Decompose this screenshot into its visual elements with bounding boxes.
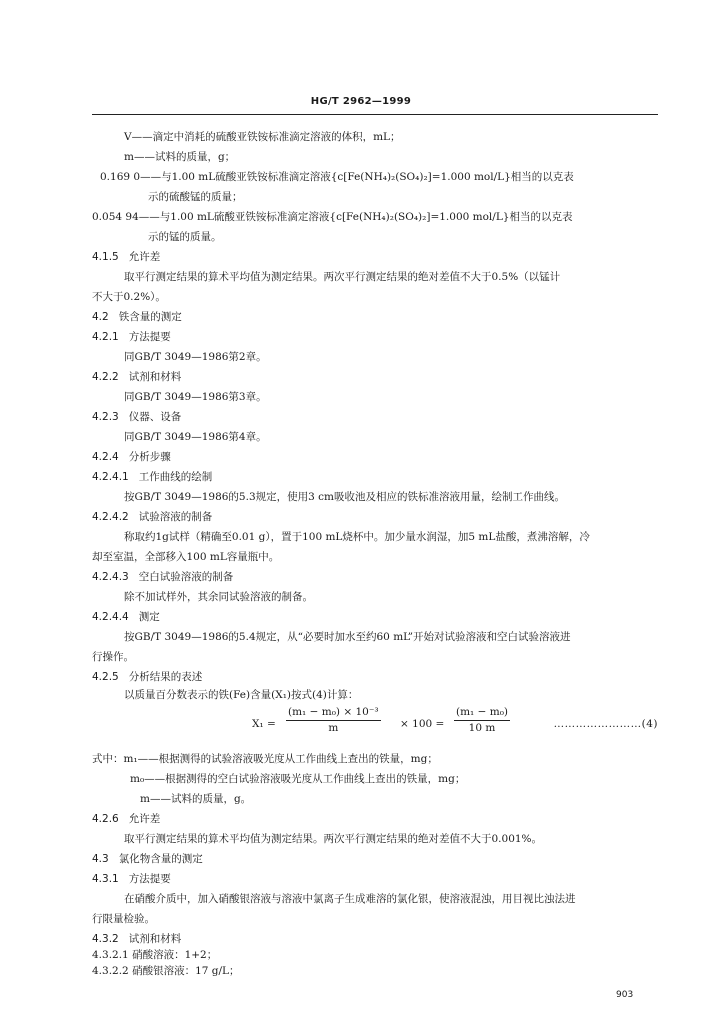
where-m0: m₀——根据测得的空白试验溶液吸光度从工作曲线上查出的铁量，mg； (130, 773, 466, 785)
paragraph: 行限量检验。 (92, 913, 155, 925)
paragraph: 同GB/T 3049—1986第3章。 (124, 391, 267, 403)
heading-4-2-4 (92, 450, 171, 464)
page-number: 903 (616, 990, 634, 1000)
heading-4-2-4-3 (92, 570, 233, 584)
paragraph: 除不加试样外，其余同试验溶液的制备。 (124, 591, 313, 603)
section-number: 4.2.4.3 (92, 571, 129, 583)
item-4-3-2-2: 4.3.2.2 硝酸银溶液：17 g/L； (92, 965, 240, 977)
formula-4 (252, 706, 658, 746)
section-title: 方法提要 (128, 331, 171, 343)
def-v: V——滴定中消耗的硫酸亚铁铵标准滴定溶液的体积，mL； (124, 131, 401, 143)
paragraph: 在硝酸介质中，加入硝酸银溶液与溶液中氯离子生成难溶的氯化银，使溶液混浊，用目视比浊法进 (124, 893, 576, 905)
fraction-denominator: m (328, 722, 339, 734)
heading-4-2-4-2 (92, 510, 212, 524)
paragraph: 取平行测定结果的算术平均值为测定结果。两次平行测定结果的绝对差值不大于0.5%（以锰计 (124, 271, 561, 283)
paragraph: 称取约1g试样（精确至0.01 g），置于100 mL烧杯中。加少量水润湿，加5 mL盐酸，煮沸溶解，冷 (124, 531, 590, 543)
heading-4-3-2 (92, 932, 181, 946)
formula-fraction-1 (286, 706, 381, 735)
section-number: 4.3.2 (92, 933, 119, 945)
equation-number: ……………………(4) (553, 718, 658, 730)
formula-fraction-2 (454, 706, 510, 735)
heading-4-2-6 (92, 812, 160, 826)
section-title: 氯化物含量的测定 (118, 853, 203, 865)
section-title: 允许差 (128, 813, 161, 825)
paragraph: 却至室温，全部移入100 mL容量瓶中。 (92, 551, 280, 563)
section-number: 4.2.4.1 (92, 471, 129, 483)
heading-4-3 (92, 852, 203, 866)
fraction-denominator: 10 m (468, 722, 496, 734)
section-title: 仪器、设备 (128, 411, 182, 423)
paragraph: 同GB/T 3049—1986第2章。 (124, 351, 267, 363)
section-number: 4.2 (92, 311, 109, 323)
section-number: 4.2.6 (92, 813, 119, 825)
fraction-numerator: (m₁ − m₀) × 10⁻³ (286, 706, 381, 721)
section-title: 试剂和材料 (128, 371, 182, 383)
section-number: 4.1.5 (92, 251, 119, 263)
def-coef-2: 0.054 94——与1.00 mL硫酸亚铁铵标准滴定溶液{c[Fe(NH₄)₂(SO₄)₂]=1.000 mol/L}相当的以克表 (92, 211, 573, 223)
section-number: 4.3.1 (92, 873, 119, 885)
where-m: m——试料的质量，g。 (140, 793, 252, 805)
header-rule (92, 114, 658, 115)
section-number: 4.2.4 (92, 451, 119, 463)
section-title: 分析结果的表述 (128, 671, 203, 683)
section-title: 试剂和材料 (128, 933, 182, 945)
paragraph: 同GB/T 3049—1986第4章。 (124, 431, 267, 443)
paragraph: 按GB/T 3049—1986的5.4规定，从“必要时加水至约60 mL”开始对试验溶液和空白试验溶液进 (124, 631, 571, 643)
section-title: 铁含量的测定 (118, 311, 182, 323)
heading-4-2 (92, 310, 182, 324)
section-number: 4.2.2 (92, 371, 119, 383)
paragraph: 取平行测定结果的算术平均值为测定结果。两次平行测定结果的绝对差值不大于0.001%。 (124, 833, 543, 845)
section-title: 空白试验溶液的制备 (138, 571, 234, 583)
formula-times: × 100 = (400, 718, 445, 730)
section-title: 试验溶液的制备 (138, 511, 213, 523)
fraction-numerator: (m₁ − m₀) (454, 706, 510, 721)
section-number: 4.3 (92, 853, 109, 865)
heading-4-2-3 (92, 410, 181, 424)
heading-4-3-1 (92, 872, 171, 886)
section-title: 分析步骤 (128, 451, 171, 463)
paragraph: 不大于0.2%）。 (92, 291, 166, 303)
paragraph: 行操作。 (92, 651, 134, 663)
def-coef-1-cont: 示的硫酸锰的质量； (148, 191, 243, 203)
section-number: 4.2.5 (92, 671, 119, 683)
heading-4-2-2 (92, 370, 181, 384)
def-m: m——试料的质量，g； (124, 151, 236, 163)
item-4-3-2-1: 4.3.2.1 硝酸溶液：1+2； (92, 949, 218, 961)
paragraph: 按GB/T 3049—1986的5.3规定，使用3 cm吸收池及相应的铁标准溶液用量，绘制工作曲线。 (124, 491, 565, 503)
section-number: 4.2.4.2 (92, 511, 129, 523)
heading-4-2-4-4 (92, 610, 160, 624)
def-coef-1: 0.169 0——与1.00 mL硫酸亚铁铵标准滴定溶液{c[Fe(NH₄)₂(SO₄)₂]=1.000 mol/L}相当的以克表 (100, 171, 574, 183)
section-title: 允许差 (128, 251, 161, 263)
heading-4-2-4-1 (92, 470, 212, 484)
section-title: 测定 (138, 611, 160, 623)
heading-4-2-1 (92, 330, 171, 344)
section-number: 4.2.1 (92, 331, 119, 343)
section-title: 方法提要 (128, 873, 171, 885)
section-number: 4.2.4.4 (92, 611, 129, 623)
heading-4-1-5 (92, 250, 160, 264)
document-header: HG/T 2962—1999 (310, 96, 412, 107)
paragraph: 以质量百分数表示的铁(Fe)含量(X₁)按式(4)计算： (124, 689, 359, 701)
section-title: 工作曲线的绘制 (138, 471, 213, 483)
def-coef-2-cont: 示的锰的质量。 (148, 231, 222, 243)
heading-4-2-5 (92, 670, 202, 684)
formula-lhs: X₁ = (252, 718, 276, 730)
where-m1: 式中：m₁——根据测得的试验溶液吸光度从工作曲线上查出的铁量，mg； (92, 753, 438, 765)
section-number: 4.2.3 (92, 411, 119, 423)
